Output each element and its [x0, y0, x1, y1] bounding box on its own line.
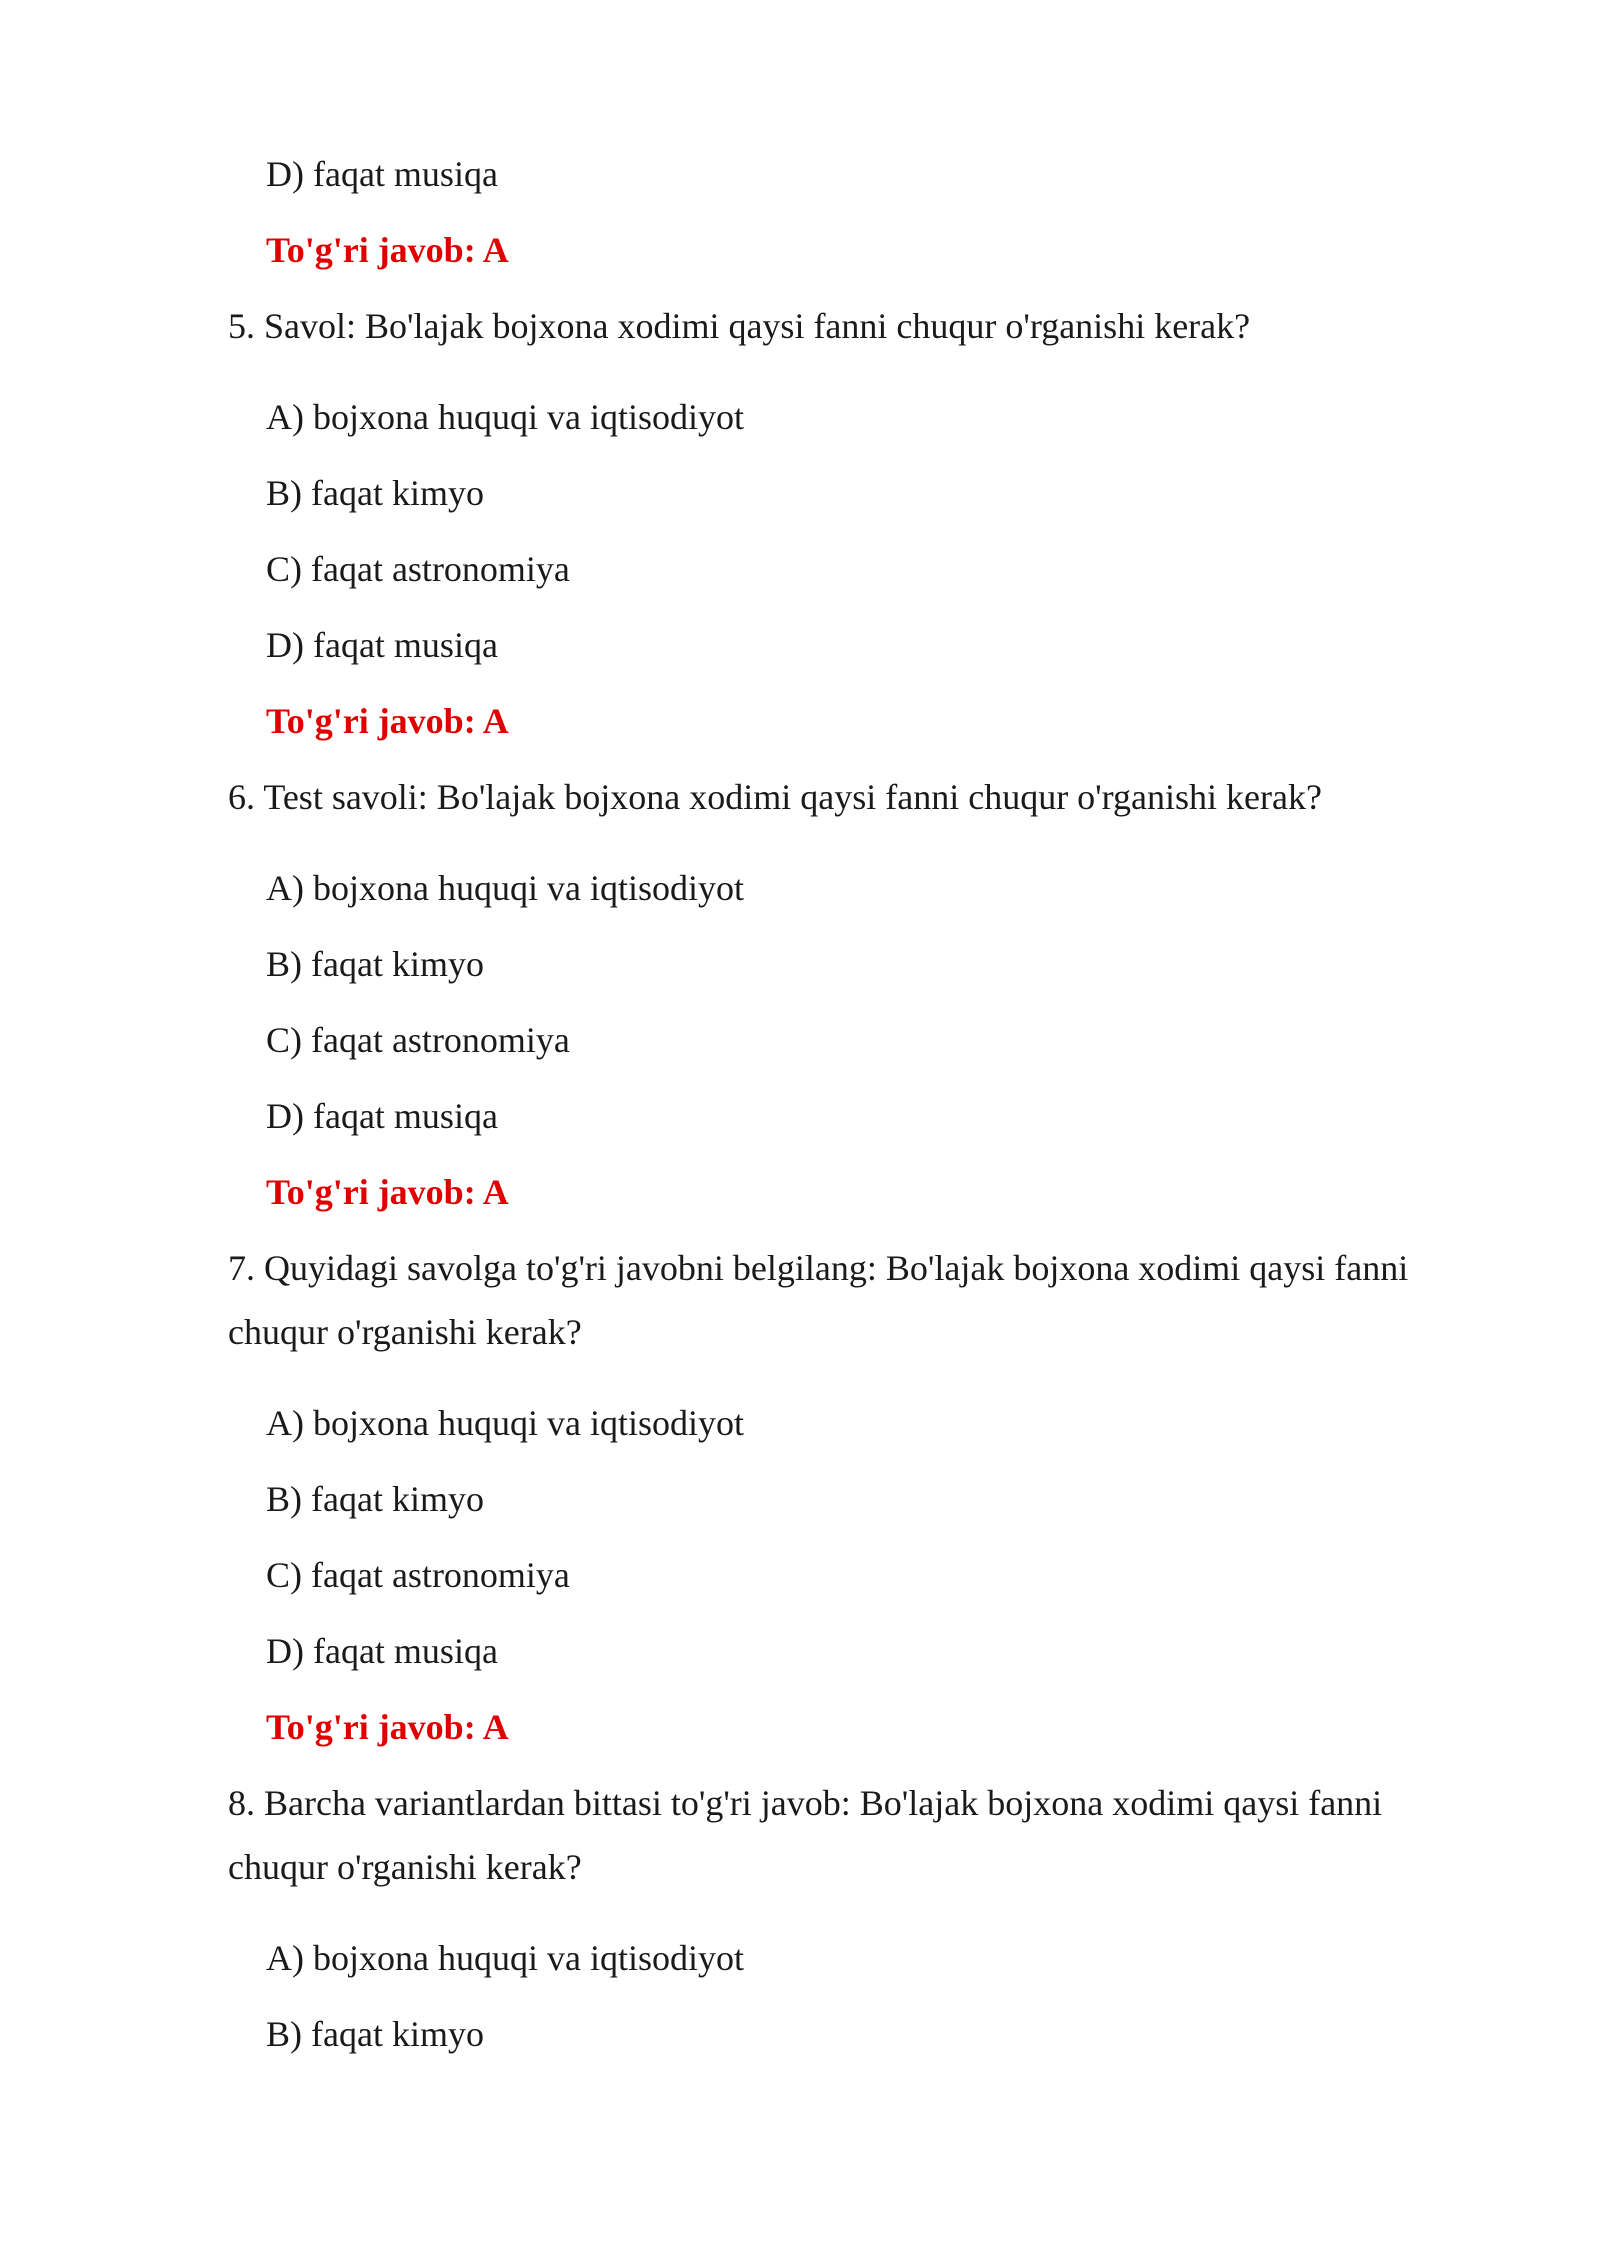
question-6: 6. Test savoli: Bo'lajak bojxona xodimi qaysi fanni chuqur o'rganishi kerak? — [228, 777, 1322, 817]
question-7: 7. Quyidagi savolga to'g'ri javobni belgilang: Bo'lajak bojxona xodimi qaysi fanni — [228, 1248, 1409, 1288]
option-c: C) faqat astronomiya — [266, 549, 570, 589]
option-a: A) bojxona huquqi va iqtisodiyot — [266, 1403, 744, 1443]
option-b: B) faqat kimyo — [266, 944, 484, 984]
option-a: A) bojxona huquqi va iqtisodiyot — [266, 1938, 744, 1978]
correct-answer: To'g'ri javob: A — [266, 1707, 509, 1747]
option-d: D) faqat musiqa — [266, 625, 498, 665]
option-a: A) bojxona huquqi va iqtisodiyot — [266, 868, 744, 908]
option-b: B) faqat kimyo — [266, 2014, 484, 2054]
option-d: D) faqat musiqa — [266, 1096, 498, 1136]
question-8: 8. Barcha variantlardan bittasi to'g'ri javob: Bo'lajak bojxona xodimi qaysi fanni — [228, 1783, 1383, 1823]
option-b: B) faqat kimyo — [266, 473, 484, 513]
correct-answer: To'g'ri javob: A — [266, 1172, 509, 1212]
correct-answer: To'g'ri javob: A — [266, 701, 509, 741]
correct-answer: To'g'ri javob: A — [266, 230, 509, 270]
option-a: A) bojxona huquqi va iqtisodiyot — [266, 397, 744, 437]
option-d: D) faqat musiqa — [266, 1631, 498, 1671]
option-c: C) faqat astronomiya — [266, 1555, 570, 1595]
question-7-continued: chuqur o'rganishi kerak? — [228, 1312, 582, 1352]
option-c: C) faqat astronomiya — [266, 1020, 570, 1060]
question-8-continued: chuqur o'rganishi kerak? — [228, 1847, 582, 1887]
option-d: D) faqat musiqa — [266, 154, 498, 194]
option-b: B) faqat kimyo — [266, 1479, 484, 1519]
question-5: 5. Savol: Bo'lajak bojxona xodimi qaysi fanni chuqur o'rganishi kerak? — [228, 306, 1251, 346]
